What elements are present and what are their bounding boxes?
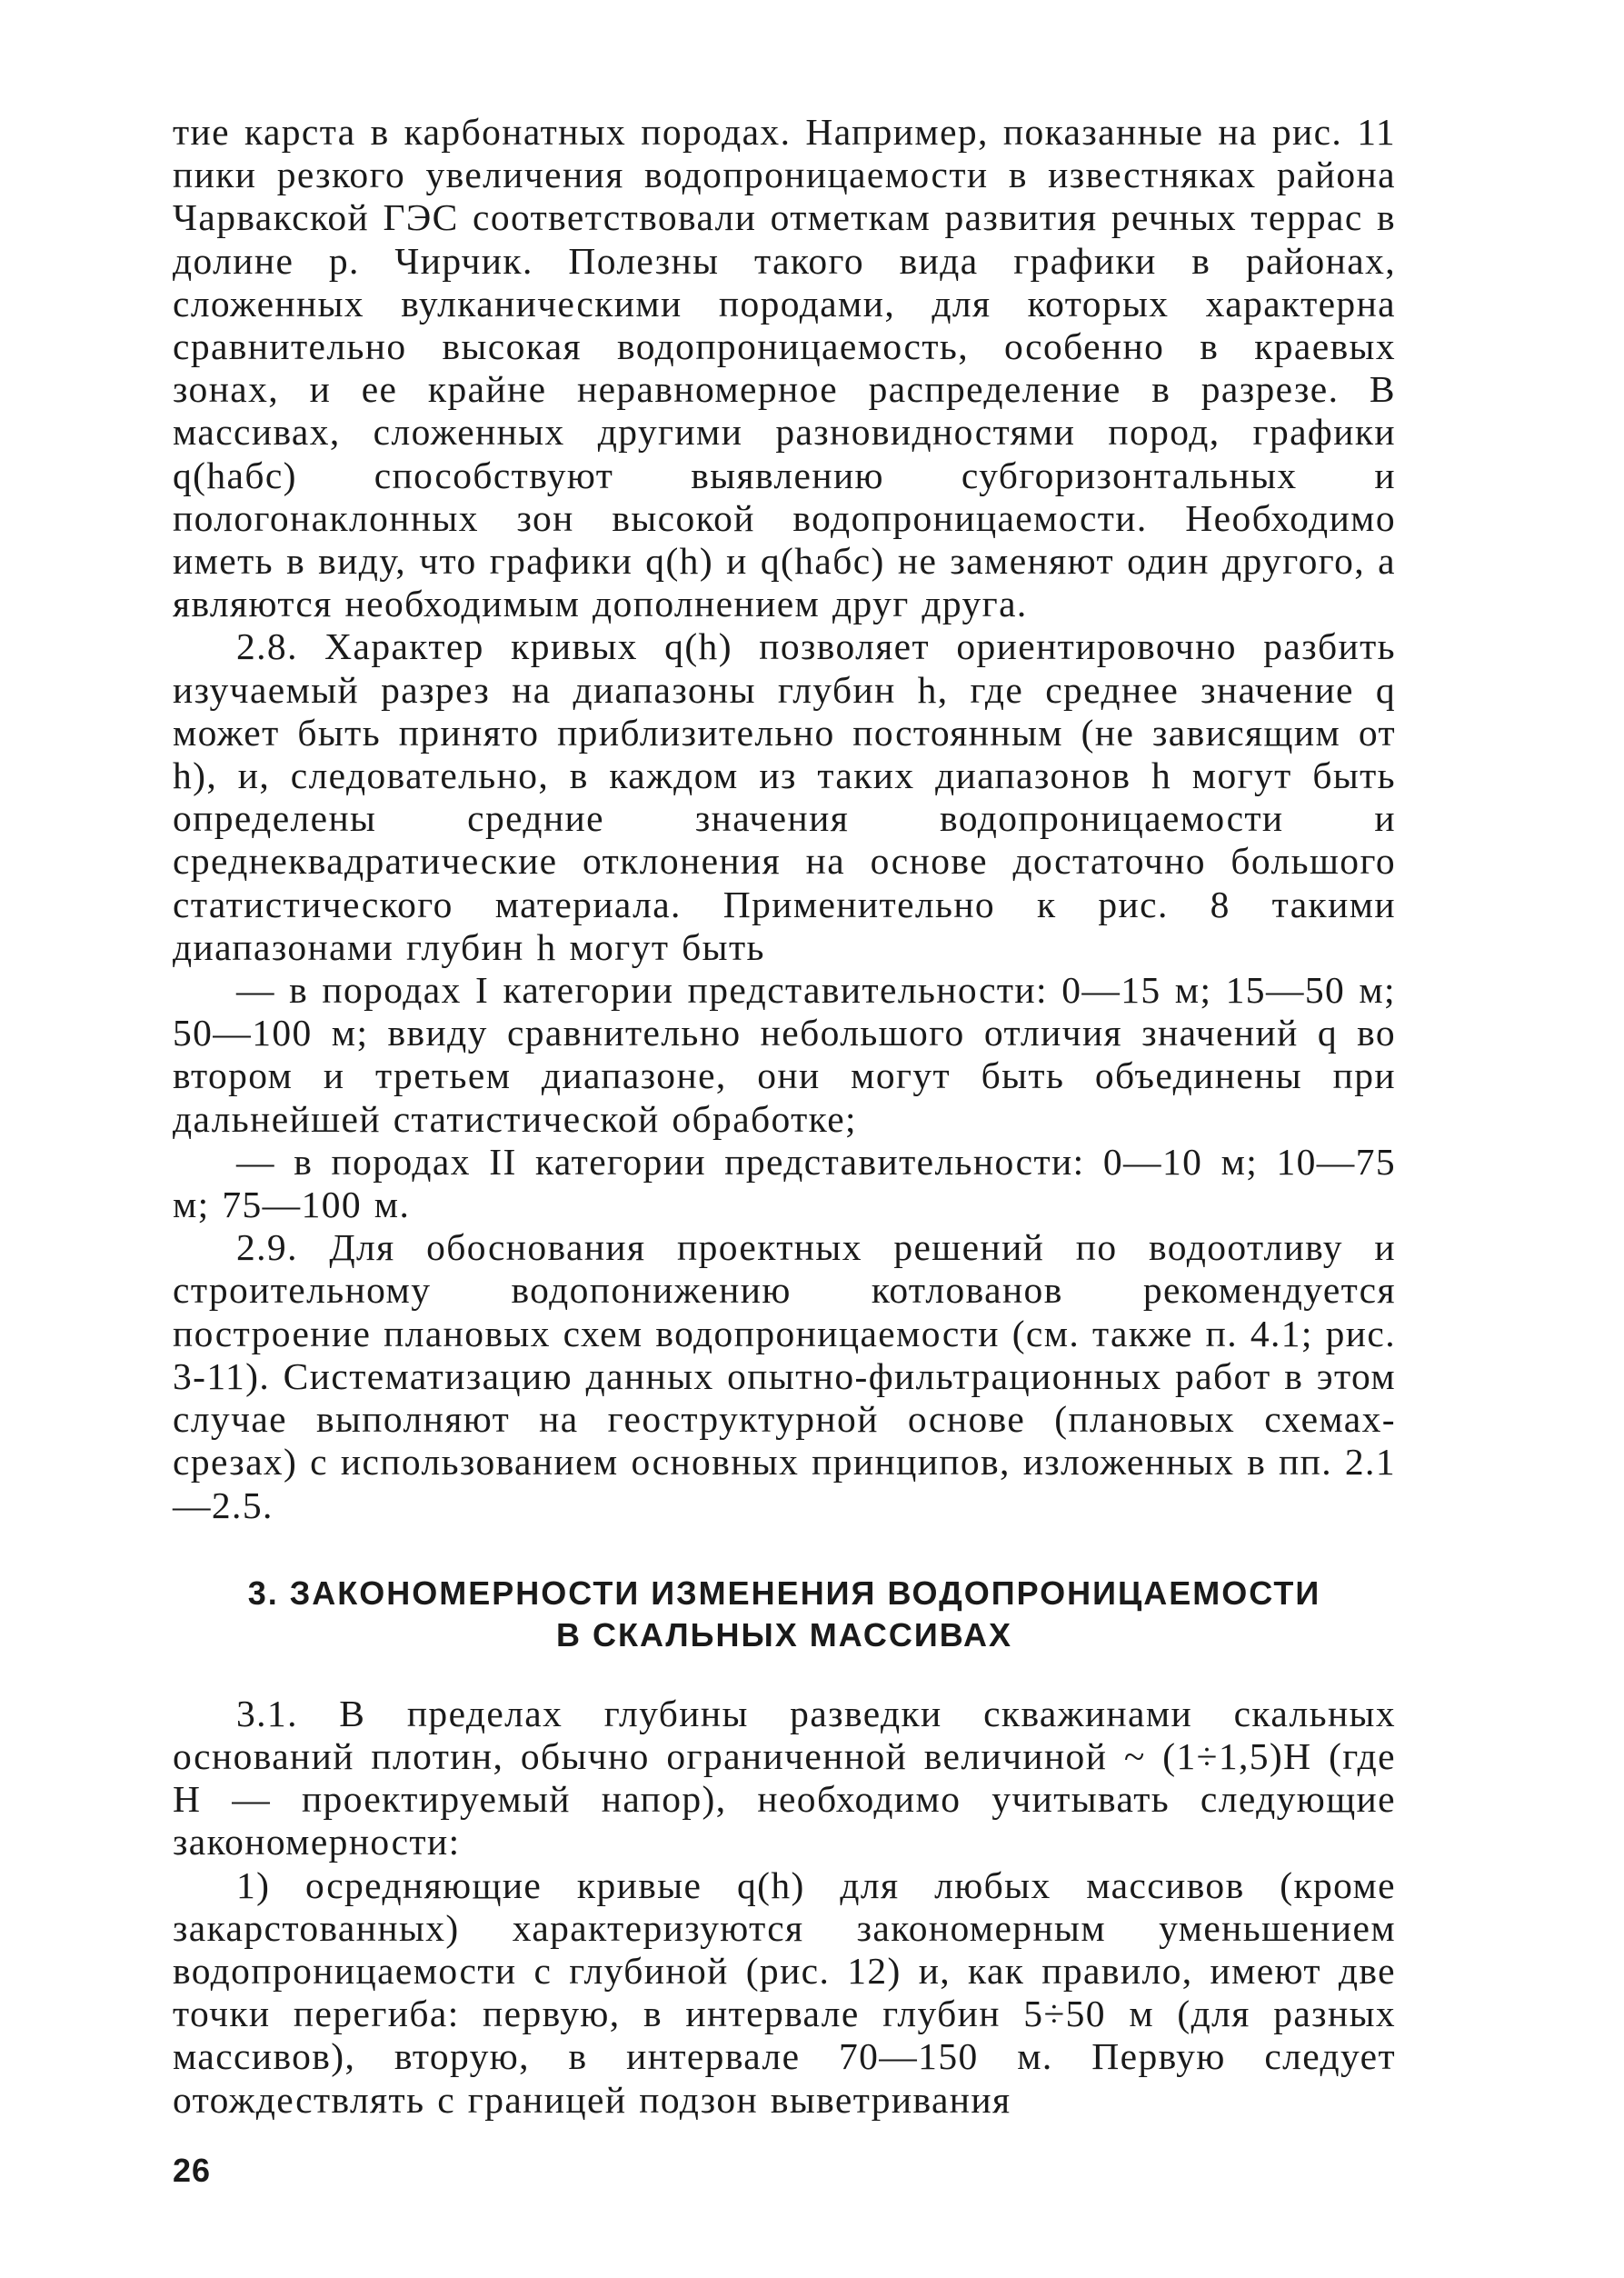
paragraph-3-1-item-1: 1) осредняющие кривые q(h) для любых массивов (кроме закарстованных) характеризуются закономерным уменьшением водопроницаемости с глубиной (рис. 12) и, как правило, имеют две точки перегиба: первую, в интервале глубин 5÷50 м (для разных массивов), вторую, в интервале 70—150 м. Первую следует отождествлять с границей подзон выветривания xyxy=(173,1863,1396,2121)
paragraph-category-1-ranges: — в породах I категории представительности: 0—15 м; 15—50 м; 50—100 м; ввиду сравнительно небольшого отличия значений q во втором и третьем диапазоне, они могут быть объединены при дальнейшей статистической обработке; xyxy=(173,969,1396,1140)
paragraph-2-9: 2.9. Для обоснования проектных решений по водоотливу и строительному водопонижению котлованов рекомендуется построение плановых схем водопроницаемости (см. также п. 4.1; рис. 3-11). Систематизацию данных опытно-фильтрационных работ в этом случае выполняют на геоструктурной основе (плановых схемах-срезах) с использованием основных принципов, изложенных в пп. 2.1—2.5. xyxy=(173,1226,1396,1526)
page-body xyxy=(173,111,1396,2122)
paragraph-category-2-ranges: — в породах II категории представительности: 0—10 м; 10—75 м; 75—100 м. xyxy=(173,1140,1396,1226)
paragraph-karst-continuation: тие карста в карбонатных породах. Например, показанные на рис. 11 пики резкого увеличения водопроницаемости в известняках района Чарвакской ГЭС соответствовали отметкам развития речных террас в долине р. Чирчик. Полезны такого вида графики в районах, сложенных вулканическими породами, для которых характерна сравнительно высокая водопроницаемость, особенно в краевых зонах, и ее крайне неравномерное распределение в разрезе. В массивах, сложенных другими разновидностями пород, графики q(hабс) способствуют выявлению субгоризонтальных и пологонаклонных зон высокой водопроницаемости. Необходимо иметь в виду, что графики q(h) и q(hабс) не заменяют один другого, а являются необходимым дополнением друг друга. xyxy=(173,111,1396,625)
section-heading xyxy=(173,1573,1396,1656)
paragraph-3-1: 3.1. В пределах глубины разведки скважинами скальных оснований плотин, обычно ограниченной величиной ~ (1÷1,5)H (где H — проектируемый напор), необходимо учитывать следующие закономерности: xyxy=(173,1692,1396,1863)
section-heading-line-2: В СКАЛЬНЫХ МАССИВАХ xyxy=(556,1615,1012,1654)
page-number: 26 xyxy=(173,2152,212,2189)
paragraph-2-8: 2.8. Характер кривых q(h) позволяет ориентировочно разбить изучаемый разрез на диапазоны глубин h, где среднее значение q может быть принято приблизительно постоянным (не зависящим от h), и, следовательно, в каждом из таких диапазонов h могут быть определены средние значения водопроницаемости и среднеквадратические отклонения на основе достаточно большого статистического материала. Применительно к рис. 8 такими диапазонами глубин h могут быть xyxy=(173,625,1396,968)
section-heading-line-1: 3. ЗАКОНОМЕРНОСТИ ИЗМЕНЕНИЯ ВОДОПРОНИЦАЕМОСТИ xyxy=(247,1574,1321,1612)
